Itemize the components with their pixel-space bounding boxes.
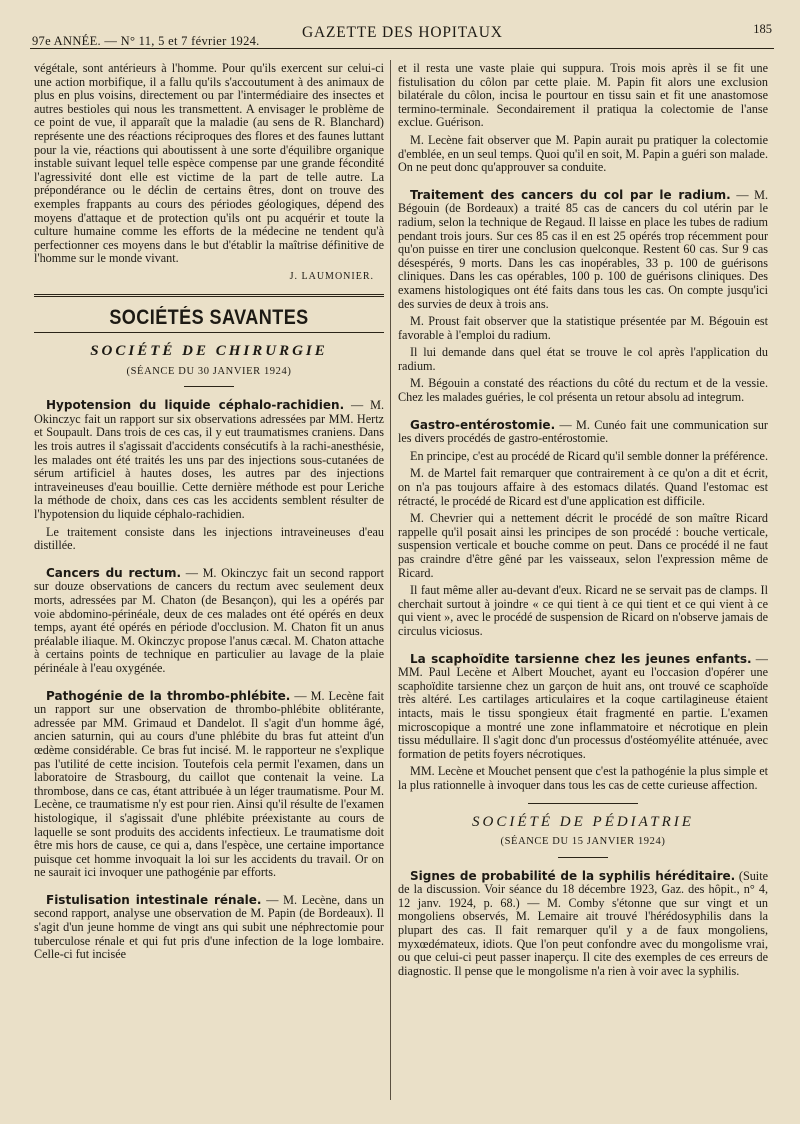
article-paragraph [398, 189, 768, 311]
article-title: Fistulisation intestinale rénale. [46, 892, 262, 907]
paragraph: Il lui demande dans quel état se trouve le col après l'application du radium. [398, 345, 768, 373]
seance-date: (SÉANCE DU 15 JANVIER 1924) [500, 836, 666, 848]
article-text: — M. Okinczyc fait un rapport sur six observations adressées par MM. Hertz et Soupault. Dans trois de ces cas, il y eut traumatismes craniens. Dans les trois autres il s'agissait d'accidents consécutifs à la rachi-anesthésie, les malades ont été traités les uns par des injections sous-cutanées de sérum artificiel à hautes doses, les autres par des injections intraveineuses d'eau bouillie. Cette dernière méthode est pour Leriche la méthode de choix, dans ces cas les accidents semblent résulter de l'hypotension du liquide céphalo-rachidien. [34, 398, 384, 522]
paragraph: et il resta une vaste plaie qui suppura. Trois mois après il se fit une fistulisation du côlon par cette plaie. M. Papin fit alors une exclusion bilatérale du côlon, incisa le pourtour en tissu sain et fit une anastomose termino-terminale. Secondairement il pratiqua la colectomie de l'anse exclue. Guérison. [398, 62, 768, 130]
article-title: Traitement des cancers du col par le radium. [410, 187, 731, 202]
section-title: SOCIÉTÉS SAVANTES [109, 305, 309, 329]
article-text: — MM. Paul Lecène et Albert Mouchet, ayant eu l'occasion d'opérer une scaphoïdite tarsienne chez un garçon de huit ans, ont trouvé ce scaphoïde très altéré. Les cartilages articulaires et la coque cartilagineuse étaient intacts, mais le tissu spongieux était fragmenté en partie. L'examen microscopique a montré une zone inflammatoire et nécrotique en plein tissu médullaire. Il s'agit donc d'un processus d'ostéomyélite atténuée, avec formation de petits foyers nécrotiques. [398, 651, 768, 761]
page-number: 185 [753, 22, 772, 36]
article-text: — M. Lecène fait un rapport sur une observation de thrombo-phlébite oblitérante, adressée par MM. Grimaud et Dandelot. Il s'agit d'un homme âgé, ancien saturnin, qui au cours d'une phlébite du bras fut atteint d'un œdème considérable. Ce bras fut incisé. M. le rapporteur ne s'explique pas l'utilité de cette incision. Toutefois cela permit l'examen, dans un laboratoire de Strasbourg, du caillot que contenait la veine. La thrombose, dans ce cas, étant attribuée à un léger traumatisme. Pour M. Lecène, ce traumatisme n'y est pour rien. Ainsi qu'il résulte de l'examen histologique, il s'agissait d'une phlébite préexistante au cours de laquelle se sont produits des accidents infectieux. Le traumatisme doit être mis hors de cause, ce qui a, dans l'espèce, une certaine importance puisque cet homme invoquait la loi sur les accidents du travail. Or on ne saurait ici invoquer une pathogénie par efforts. [34, 688, 384, 880]
paragraph: MM. Lecène et Mouchet pensent que c'est la pathogénie la plus simple et la plus rationnelle à invoquer dans tous les cas de cette curieuse affection. [398, 764, 768, 792]
article-text: (Suite de la discussion. Voir séance du 18 décembre 1923, Gaz. des hôpit., n° 4, 12 janv. 1924, p. 68.) — M. Comby s'étonne que sur vingt et un mongoliens observés, M. Lemaire ait trouvé l'hérédosyphilis dans la plupart des cas. Il fait remarquer qu'il y a de faux mongoliens, myxœdémateux, idiots. Que l'on peut confondre avec du mongolisme vrai, ou que celui-ci peut passer inaperçu. Il cite des exemples de ces erreurs de diagnostic. Il pense que le mongolisme n'a rien à voir avec la syphilis. [398, 868, 768, 978]
left-column [34, 62, 384, 1104]
article-paragraph [398, 870, 768, 979]
short-rule [558, 857, 608, 858]
paragraph: M. Proust fait observer que la statistique présentée par M. Bégouin est favorable à l'emploi du radium. [398, 314, 768, 342]
section-rule [528, 803, 638, 804]
society-heading: SOCIÉTÉ DE CHIRURGIE [90, 343, 328, 360]
society-heading: SOCIÉTÉ DE PÉDIATRIE [472, 813, 694, 830]
article-text: — M. Bégouin (de Bordeaux) a traité 85 cas de cancers du col utérin par le radium, selon la technique de Regaud. Il laisse en place les tubes de radium pendant trois jours. Sur ces 85 cas il en est 25 opérés trop récemment pour qu'on puisse en tirer une conclusion quelconque. Restent 60 cas. Sur 9 cas désespérés, 9 morts. Dans les cas inopérables, 33 p. 100 de guérisons cliniques. Dans les cas opérables, 100 p. 100 de guérisons cliniques. Des examens histologiques ont été faits dans tous les cas. On compte jusqu'ici des survies de deux à trois ans. [398, 187, 768, 311]
article-text: — M. Okinczyc fait un second rapport sur douze observations de cancers du rectum avec seulement deux morts, adressées par M. Chaton (de Besançon), qui les a opérés par voie abdomino-périnéale, deux de ces malades ont été opérés en deux temps, ayant été opérés en période d'occlusion. M. Chaton fit un anus préalable iliaque. M. Okinczyc propose l'anus cæcal. M. Chaton attache à certains points de technique en particulier au lavage de la plaie périnéale à l'eau oxygénée. [34, 565, 384, 675]
article-text: — M. Lecène, dans un second rapport, analyse une observation de M. Papin (de Bordeaux). Il s'agit d'un jeune homme de vingt ans qui subit une néphrectomie pour tuberculose rénale et qui fut pris d'une infection de la loge lombaire. Celle-ci fut incisée [34, 892, 384, 962]
article-text: — M. Cunéo fait une communication sur les divers procédés de gastro-entérostomie. [398, 417, 768, 446]
article-paragraph [34, 399, 384, 521]
article-title: Hypotension du liquide céphalo-rachidien. [46, 398, 345, 413]
seance-date: (SÉANCE DU 30 JANVIER 1924) [126, 365, 292, 377]
paragraph: végétale, sont antérieurs à l'homme. Pour qu'ils exercent sur celui-ci une action morbifique, il a fallu qu'ils s'accoutument à des animaux de plus en plus voisins, directement ou par l'intermédiaire des insectes et autres bestioles qui nous les transmettent. A envisager le problème de ce point de vue, il apparaît que la maladie (au sens de R. Blanchard) représente une des réactions réciproques des flores et des faunes luttant pour la vie, réactions qui aboutissent à une sorte d'équilibre organique instable suivant lequel telle espèce compense par une grande fécondité l'agressivité dont elle est victime de la part de telle autre. La prépondérance ou le déclin de certains êtres, dont on trouve des exemples frappants au cours des périodes géologiques, dépend des moyens d'attaque et de protection qu'ils ont pu acquérir et toute la culture humaine comme les efforts de la médecine ne tendent qu'à perfectionner ces moyens dans le but d'établir la maîtrise définitive de l'homme sur le monde vivant. [34, 62, 384, 266]
article-paragraph [398, 653, 768, 762]
short-rule [184, 386, 234, 387]
journal-title: GAZETTE DES HOPITAUX [302, 24, 503, 41]
article-title: Gastro-entérostomie. [410, 417, 556, 432]
header-rule [30, 48, 774, 49]
article-title: Cancers du rectum. [46, 565, 182, 580]
paragraph: En principe, c'est au procédé de Ricard qu'il semble donner la préférence. [410, 448, 768, 463]
paragraph: M. Lecène fait observer que M. Papin aurait pu pratiquer la colectomie d'emblée, en un seul temps. Quoi qu'il en soit, M. Papin a guéri son malade. On ne peut donc qu'approuver sa conduite. [398, 132, 768, 175]
issue-info: 97e ANNÉE. — N° 11, 5 et 7 février 1924. [32, 34, 260, 48]
article-paragraph [34, 894, 384, 962]
author-signature: J. LAUMONIER. [289, 270, 374, 282]
paragraph: M. Chevrier qui a nettement décrit le procédé de son maître Ricard rappelle qu'il posait ainsi les principes de son procédé : bouche verticale, suspension verticale et bouche comme on peut. Dans ce procédé il ne faut pas craindre d'être gêné par les vaisseaux, selon l'expression même de Ricard. [398, 511, 768, 580]
paragraph: M. de Martel fait remarquer que contrairement à ce qu'on a dit et écrit, on n'a pas toujours affaire à des estomacs dilatés. Quand l'estomac est rétracté, le procédé de Ricard est d'une application est difficile. [398, 466, 768, 508]
column-divider [390, 60, 391, 1100]
article-title: Pathogénie de la thrombo-phlébite. [46, 688, 291, 703]
right-column [398, 62, 768, 1104]
paragraph: M. Bégouin a constaté des réactions du côté du rectum et de la vessie. Chez les malades guéries, le col présenta un retour absolu ad integrum. [398, 376, 768, 405]
paragraph: Le traitement consiste dans les injections intraveineuses d'eau distillée. [34, 524, 384, 553]
article-paragraph [34, 567, 384, 676]
section-rule [34, 294, 384, 297]
section-rule-thin [34, 332, 384, 333]
paragraph: Il faut même aller au-devant d'eux. Ricard ne se servait pas de clamps. Il cherchait surtout à joindre « ce qui tient à ce qui tient et ce qui vient à ce qui vient », avec le procédé de suspension de Ricard on n'observe jamais de circulus viciosus. [398, 583, 768, 638]
article-paragraph [34, 690, 384, 880]
article-paragraph [398, 419, 768, 446]
article-title: Signes de probabilité de la syphilis héréditaire. [410, 868, 736, 883]
article-title: La scaphoïdite tarsienne chez les jeunes enfants. [410, 651, 752, 666]
